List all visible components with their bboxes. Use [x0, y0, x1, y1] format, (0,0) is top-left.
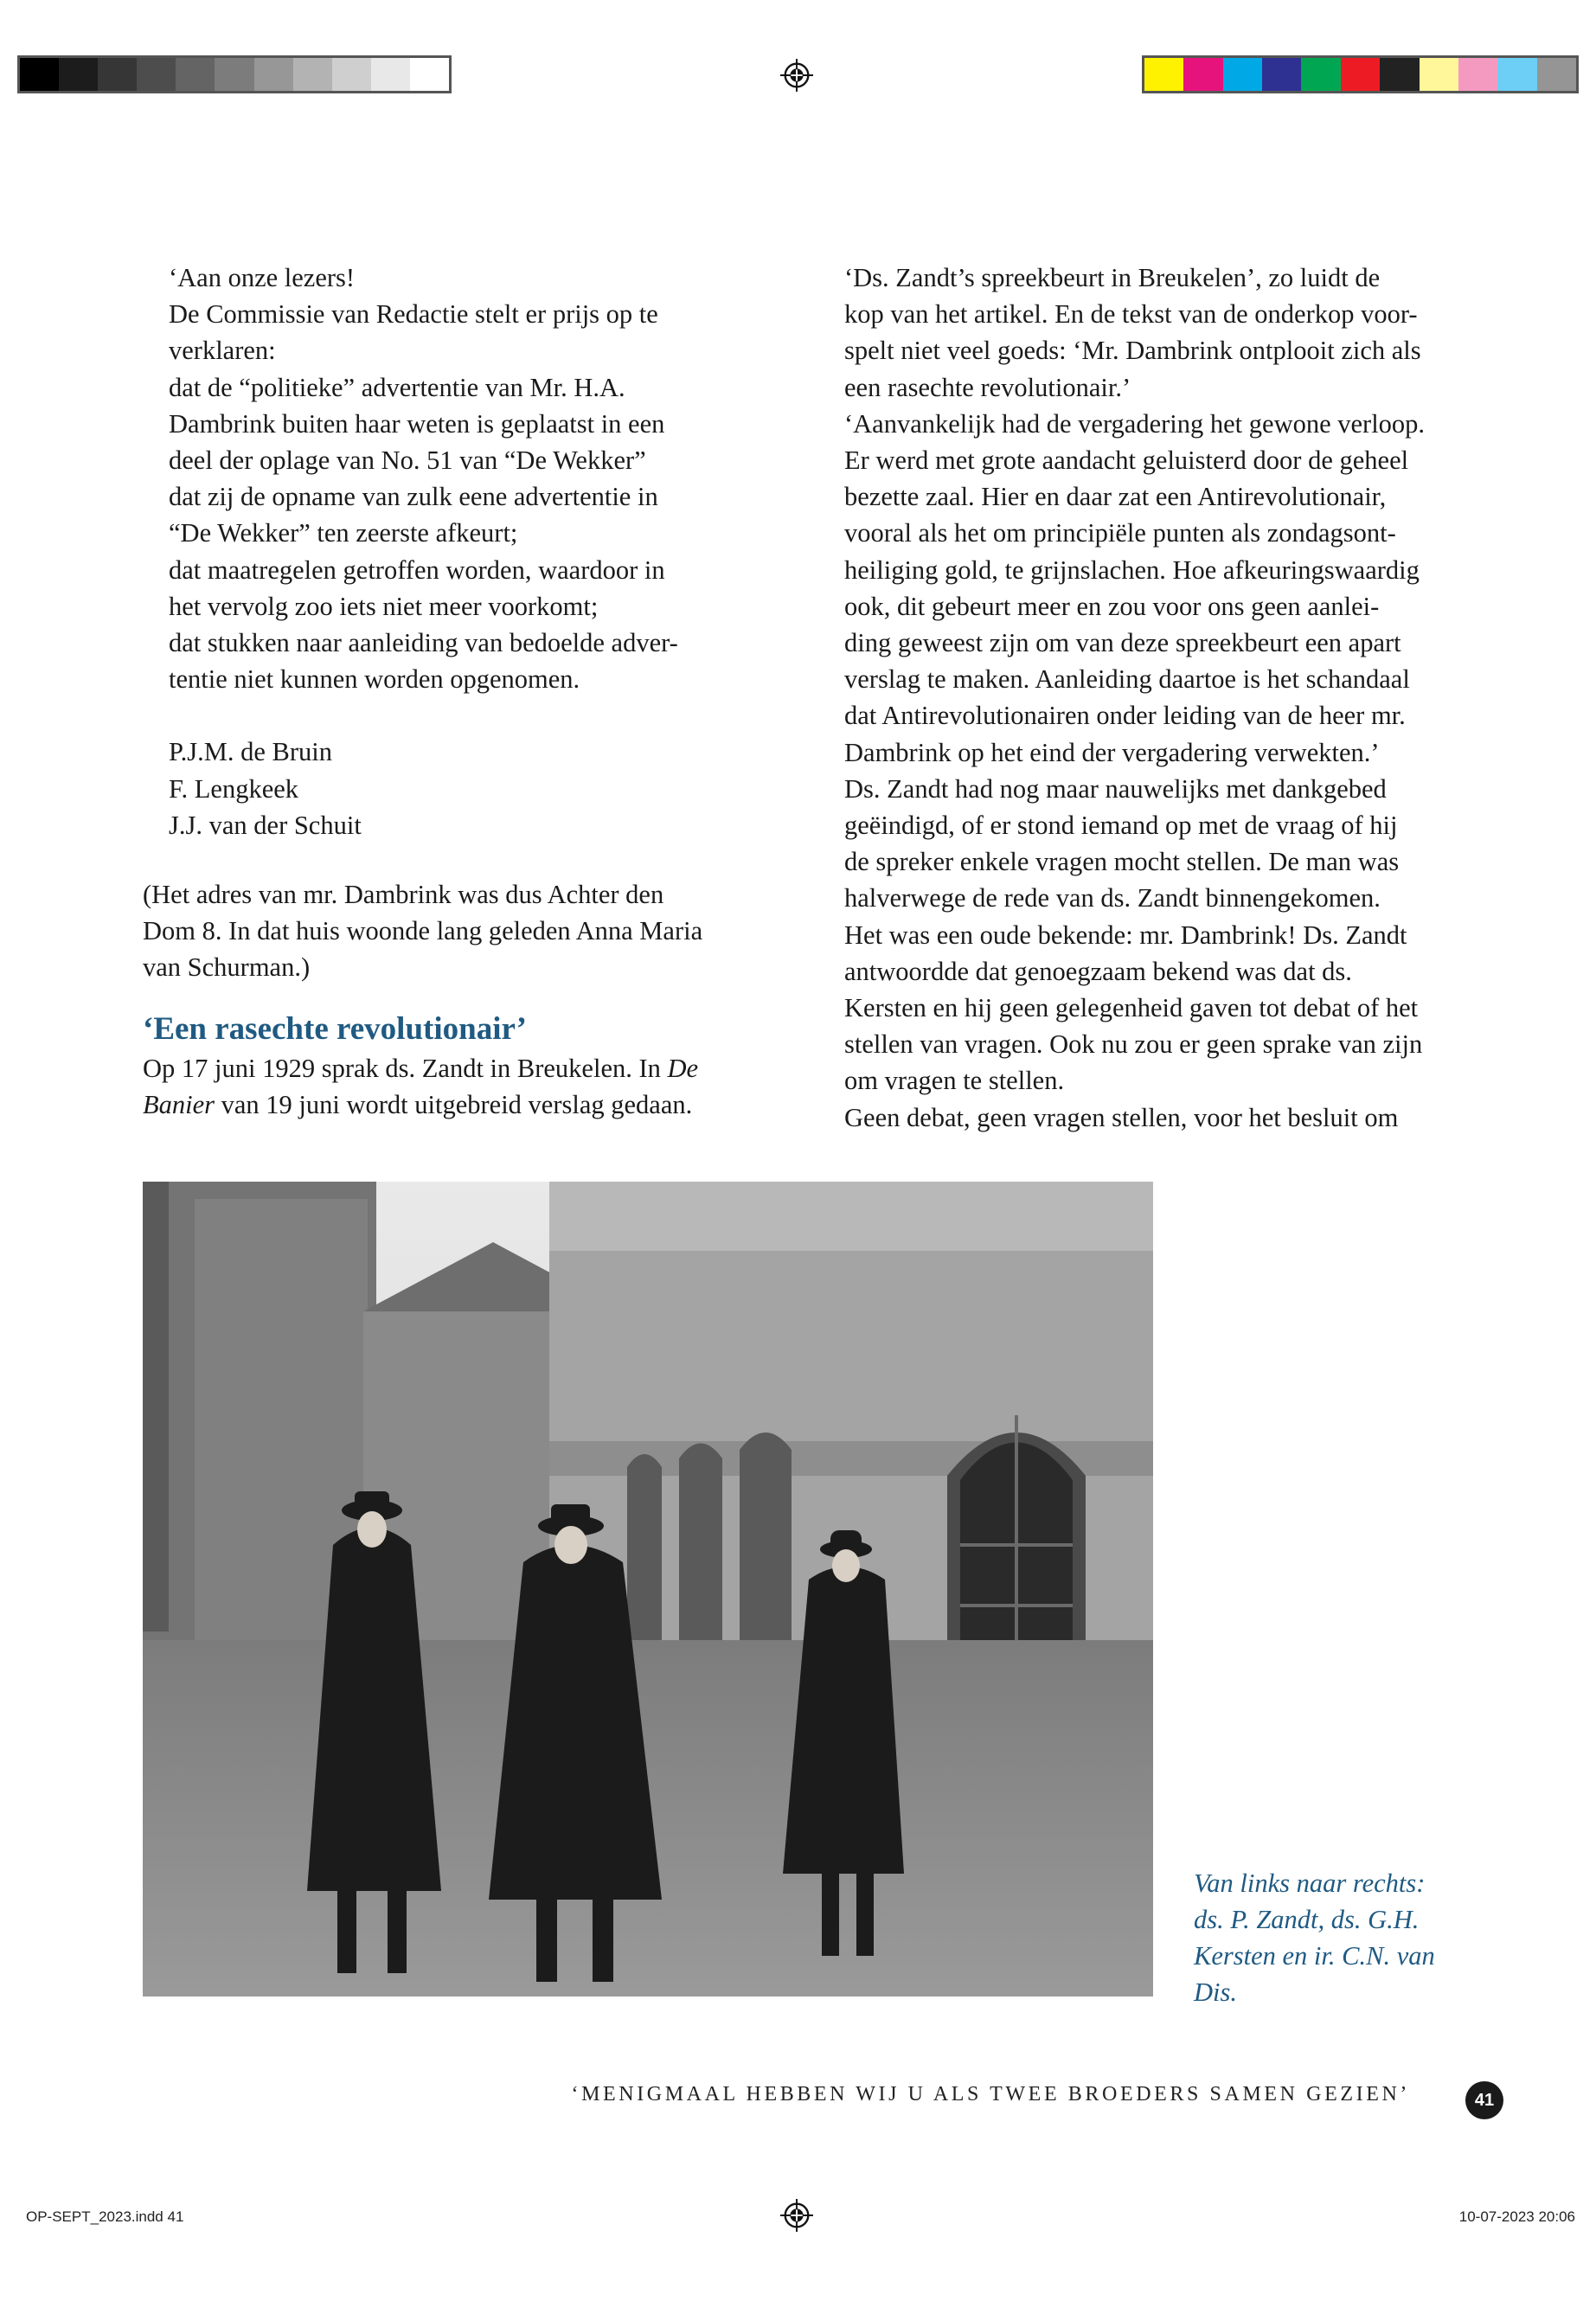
body-line: heiliging gold, te grijnslachen. Hoe afkeuringswaardig	[844, 554, 1420, 585]
right-column	[844, 260, 1510, 1136]
color-swatch	[1420, 58, 1458, 91]
color-swatch	[1537, 58, 1576, 91]
color-swatch	[1223, 58, 1262, 91]
photo-caption	[1194, 1865, 1479, 2010]
signature: F. Lengkeek	[169, 773, 299, 804]
body-line: verslag te maken. Aanleiding daartoe is het schandaal	[844, 664, 1410, 695]
body-line: Het was een oude bekende: mr. Dambrink! Ds. Zandt	[844, 920, 1407, 950]
notice-line: dat stukken naar aanleiding van bedoelde adver-	[169, 628, 678, 658]
notice-line: dat zij de opname van zulk eene advertentie in	[169, 482, 658, 512]
address-line: van Schurman.)	[143, 952, 311, 983]
body-line: ook, dit gebeurt meer en zou voor ons geen aanlei-	[844, 591, 1380, 621]
gray-swatch	[176, 58, 215, 91]
caption-line: Dis.	[1194, 1977, 1237, 2007]
color-swatch	[1183, 58, 1222, 91]
color-swatch	[1341, 58, 1380, 91]
notice-line: deel der oplage van No. 51 van “De Wekker”	[169, 445, 646, 476]
notice-line: verklaren:	[169, 336, 276, 366]
notice-line: “De Wekker” ten zeerste afkeurt;	[169, 518, 518, 548]
notice-line: dat de “politieke” advertentie van Mr. H.A.	[169, 372, 625, 402]
print-slug-filename: OP-SEPT_2023.indd 41	[26, 2208, 184, 2225]
address-note	[143, 876, 800, 986]
body-line: Er werd met grote aandacht geluisterd door de geheel	[844, 445, 1409, 476]
running-title: ‘MENIGMAAL HEBBEN WIJ U ALS TWEE BROEDERS SAMEN GEZIEN’	[571, 2083, 1410, 2106]
registration-mark-icon	[780, 59, 813, 92]
intro-line: Banier van 19 juni wordt uitgebreid verslag gedaan.	[143, 1089, 693, 1119]
body-line: halverwege de rede van ds. Zandt binnengekomen.	[844, 883, 1381, 913]
address-line: (Het adres van mr. Dambrink was dus Achter den	[143, 880, 664, 910]
body-line: antwoordde dat genoegzaam bekend was dat ds.	[844, 956, 1352, 986]
body-line: Dambrink op het eind der vergadering verwekten.’	[844, 737, 1380, 767]
gray-swatch	[332, 58, 371, 91]
body-line: kop van het artikel. En de tekst van de onderkop voor-	[844, 299, 1418, 330]
body-line: spelt niet veel goeds: ‘Mr. Dambrink ontplooit zich als	[844, 336, 1421, 366]
gray-swatch	[59, 58, 98, 91]
body-line: ding geweest zijn om van deze spreekbeurt een apart	[844, 628, 1401, 658]
body-line: de spreker enkele vragen mocht stellen. De man was	[844, 847, 1400, 877]
notice-line: tentie niet kunnen worden opgenomen.	[169, 664, 580, 695]
gray-swatch	[371, 58, 410, 91]
gray-swatch	[98, 58, 137, 91]
color-swatch	[1144, 58, 1183, 91]
body-line: ‘Aanvankelijk had de vergadering het gewone verloop.	[844, 408, 1426, 439]
section-heading: ‘Een rasechte revolutionair’	[143, 1010, 527, 1047]
notice-line: ‘Aan onze lezers!	[169, 263, 356, 292]
gray-swatch	[137, 58, 176, 91]
color-swatch	[1301, 58, 1340, 91]
body-line: geëindigd, of er stond iemand op met de vraag of hij	[844, 811, 1398, 841]
print-slug-timestamp: 10-07-2023 20:06	[1458, 2208, 1575, 2225]
body-line: stellen van vragen. Ook nu zou er geen sprake van zijn	[844, 1029, 1423, 1060]
body-line: vooral als het om principiële punten als zondagsont-	[844, 518, 1396, 548]
editorial-notice	[143, 260, 800, 843]
caption-line: Van links naar rechts:	[1194, 1868, 1426, 1898]
registration-mark-icon	[780, 2199, 813, 2232]
left-column	[143, 260, 800, 1123]
notice-line: De Commissie van Redactie stelt er prijs op te	[169, 299, 658, 330]
intro-line: Op 17 juni 1929 sprak ds. Zandt in Breukelen. In De	[143, 1053, 699, 1083]
gray-swatch	[293, 58, 332, 91]
body-line: Geen debat, geen vragen stellen, voor het besluit om	[844, 1102, 1399, 1132]
gray-swatch	[20, 58, 59, 91]
body-line: een rasechte revolutionair.’	[844, 372, 1131, 402]
gray-swatch	[410, 58, 449, 91]
caption-line: ds. P. Zandt, ds. G.H.	[1194, 1905, 1420, 1934]
body-line: dat Antirevolutionairen onder leiding van de heer mr.	[844, 701, 1406, 731]
gray-swatch	[215, 58, 253, 91]
notice-line: het vervolg zoo iets niet meer voorkomt;	[169, 591, 599, 621]
body-line: ‘Ds. Zandt’s spreekbeurt in Breukelen’, zo luidt de	[844, 263, 1381, 292]
signature: J.J. van der Schuit	[169, 810, 362, 840]
body-line: om vragen te stellen.	[844, 1066, 1065, 1096]
notice-line: dat maatregelen getroffen worden, waardoor in	[169, 554, 665, 585]
color-swatch	[1458, 58, 1497, 91]
page-number-badge: 41	[1465, 2081, 1503, 2119]
historical-photo	[143, 1182, 1153, 1997]
body-line: bezette zaal. Hier en daar zat een Antirevolutionair,	[844, 482, 1387, 512]
body-line: Ds. Zandt had nog maar nauwelijks met dankgebed	[844, 773, 1387, 804]
color-swatch	[1497, 58, 1536, 91]
gray-swatch	[254, 58, 293, 91]
caption-line: Kersten en ir. C.N. van	[1194, 1941, 1435, 1971]
color-swatch	[1262, 58, 1301, 91]
grayscale-control-strip	[17, 55, 452, 93]
signature: P.J.M. de Bruin	[169, 737, 332, 767]
color-swatch	[1380, 58, 1419, 91]
body-line: Kersten en hij geen gelegenheid gaven tot debat of het	[844, 993, 1419, 1023]
notice-line: Dambrink buiten haar weten is geplaatst in een	[169, 408, 665, 439]
address-line: Dom 8. In dat huis woonde lang geleden Anna Maria	[143, 916, 703, 946]
color-control-strip	[1142, 55, 1579, 93]
